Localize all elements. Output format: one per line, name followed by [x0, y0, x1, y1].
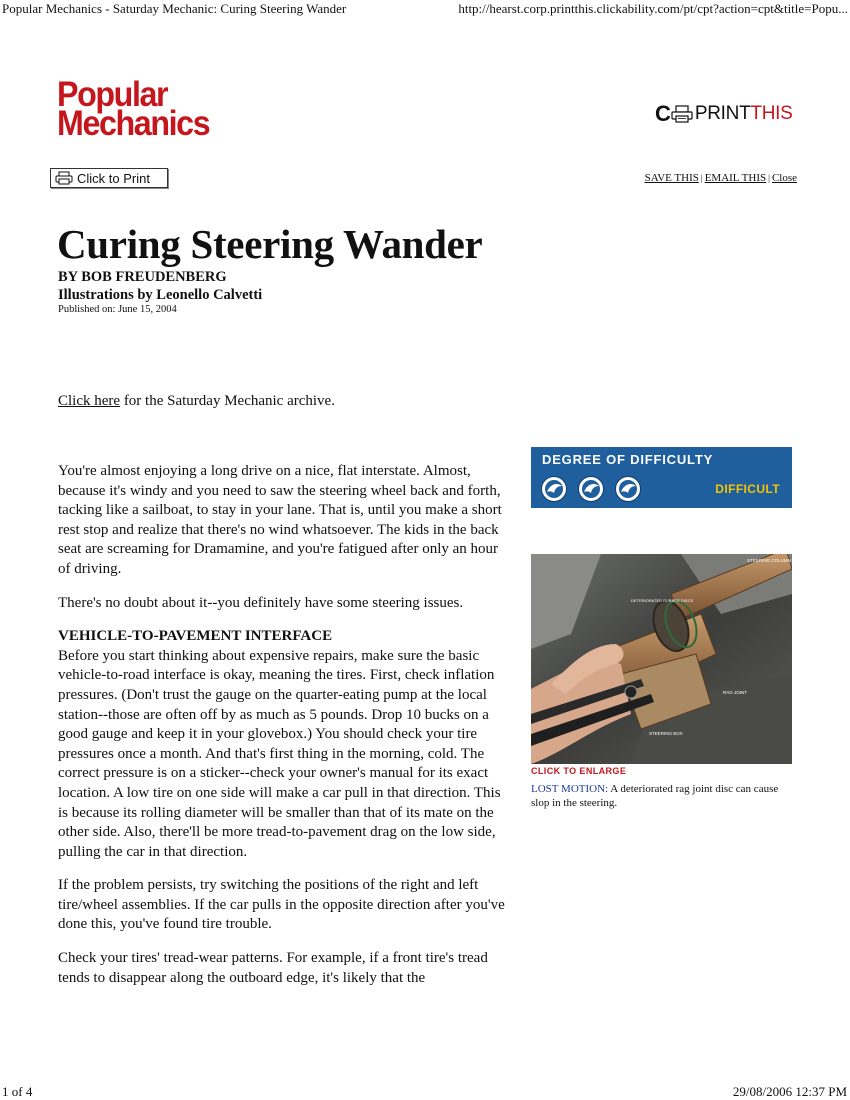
- printer-icon: [55, 171, 73, 185]
- archive-text: for the Saturday Mechanic archive.: [120, 393, 335, 409]
- article-body: [58, 462, 510, 1002]
- figure-caption: [531, 782, 786, 810]
- paragraph: There's no doubt about it--you definitely have some steering issues.: [58, 594, 464, 611]
- printthis-logo: [655, 101, 793, 127]
- separator: |: [700, 173, 703, 183]
- figure-label-steering-column: STEERING COLUMN: [747, 558, 791, 563]
- page-number: 1 of 4: [2, 1084, 33, 1099]
- close-link[interactable]: Close: [771, 172, 797, 184]
- paragraph: Check your tires' tread-wear patterns. For example, if a front tire's tread tends to disappear along the outboard edge, it's likely that the: [58, 950, 488, 986]
- browser-page-url: http://hearst.corp.printthis.clickability.com/pt/cpt?action=cpt&title=Popu...: [458, 1, 848, 16]
- wrench-gear-icon: [577, 475, 605, 503]
- printthis-c-mark: C: [655, 101, 671, 126]
- byline: [58, 268, 262, 304]
- paragraph: You're almost enjoying a long drive on a nice, flat interstate. Almost, because it's windy and you need to saw the steering wheel back and forth, tacking like a sailboat, to stay in your lane. That is, until you make a short rest stop and realize that there's no wind whatsoever. The kids in the back seat are screaming for Dramamine, and you're fatigued after only an hour of driving.: [58, 463, 502, 577]
- article-title: Curing Steering Wander: [57, 221, 483, 267]
- figure-label-rubber-discs: DETERIORATED RUBBER DISCS: [631, 598, 694, 603]
- author: BY BOB FREUDENBERG: [58, 269, 227, 285]
- archive-line: [58, 393, 335, 410]
- section-heading: VEHICLE-TO-PAVEMENT INTERFACE: [58, 628, 333, 645]
- print-datetime: 29/08/2006 12:37 PM: [732, 1084, 847, 1099]
- article-actions: [645, 172, 797, 184]
- printthis-word-this: THIS: [750, 103, 793, 124]
- difficulty-title: DEGREE OF DIFFICULTY: [542, 452, 714, 467]
- separator: |: [768, 173, 770, 183]
- click-to-print-button[interactable]: [50, 168, 168, 188]
- difficulty-level: DIFFICULT: [715, 482, 780, 496]
- printer-icon: [671, 105, 693, 123]
- printthis-word-print: PRINT: [694, 103, 751, 124]
- wrench-gear-icon: [614, 475, 642, 503]
- email-this-link[interactable]: EMAIL THIS: [704, 172, 767, 184]
- figure-label-rag-joint: RAG JOINT: [723, 690, 748, 695]
- steering-rag-joint-photo[interactable]: [531, 554, 792, 764]
- archive-link[interactable]: Click here: [58, 393, 121, 409]
- popular-mechanics-logo[interactable]: [57, 75, 269, 144]
- illustrator: Illustrations by Leonello Calvetti: [58, 287, 263, 303]
- click-to-print-label: Click to Print: [77, 170, 150, 186]
- wrench-gear-icon: [540, 475, 568, 503]
- save-this-link[interactable]: SAVE THIS: [644, 172, 699, 184]
- paragraph: Before you start thinking about expensive repairs, make sure the basic vehicle-to-road interface is okay, meaning the tires. First, check inflation pressures. (Don't trust the gauge on the quarter-eating pump at the local station--those are often off by as much as 5 pounds. Drop 10 bucks on a good gauge and keep it in your glovebox.) You should check your tire pressures once a month. And that's first thing in the morning, cold. The correct pressure is on a sticker--check your owner's manual for its exact location. A low tire on one side will make a car pull in that direction. This is because its rolling diameter will be smaller than that of its mate on the other side. Also, there'll be more tread-to-pavement drag on the low side, pulling the car in that direction.: [58, 647, 501, 860]
- figure-label-steering-box: STEERING BOX: [649, 731, 683, 736]
- logo-line-2: Mechanics: [57, 104, 210, 143]
- caption-text: A deteriorated rag joint disc can cause slop in the steering.: [531, 783, 779, 809]
- paragraph: If the problem persists, try switching the positions of the right and left tire/wheel assemblies. If the car pulls in the opposite direction after you've done this, you've found tire trouble.: [58, 877, 505, 933]
- difficulty-badge: [531, 447, 792, 508]
- published-date: Published on: June 15, 2004: [58, 304, 177, 315]
- browser-page-title: Popular Mechanics - Saturday Mechanic: Curing Steering Wander: [2, 1, 347, 16]
- click-to-enlarge-link[interactable]: CLICK TO ENLARGE: [531, 766, 627, 776]
- logo-line-1: Popular: [57, 75, 168, 114]
- caption-label: LOST MOTION:: [531, 783, 609, 795]
